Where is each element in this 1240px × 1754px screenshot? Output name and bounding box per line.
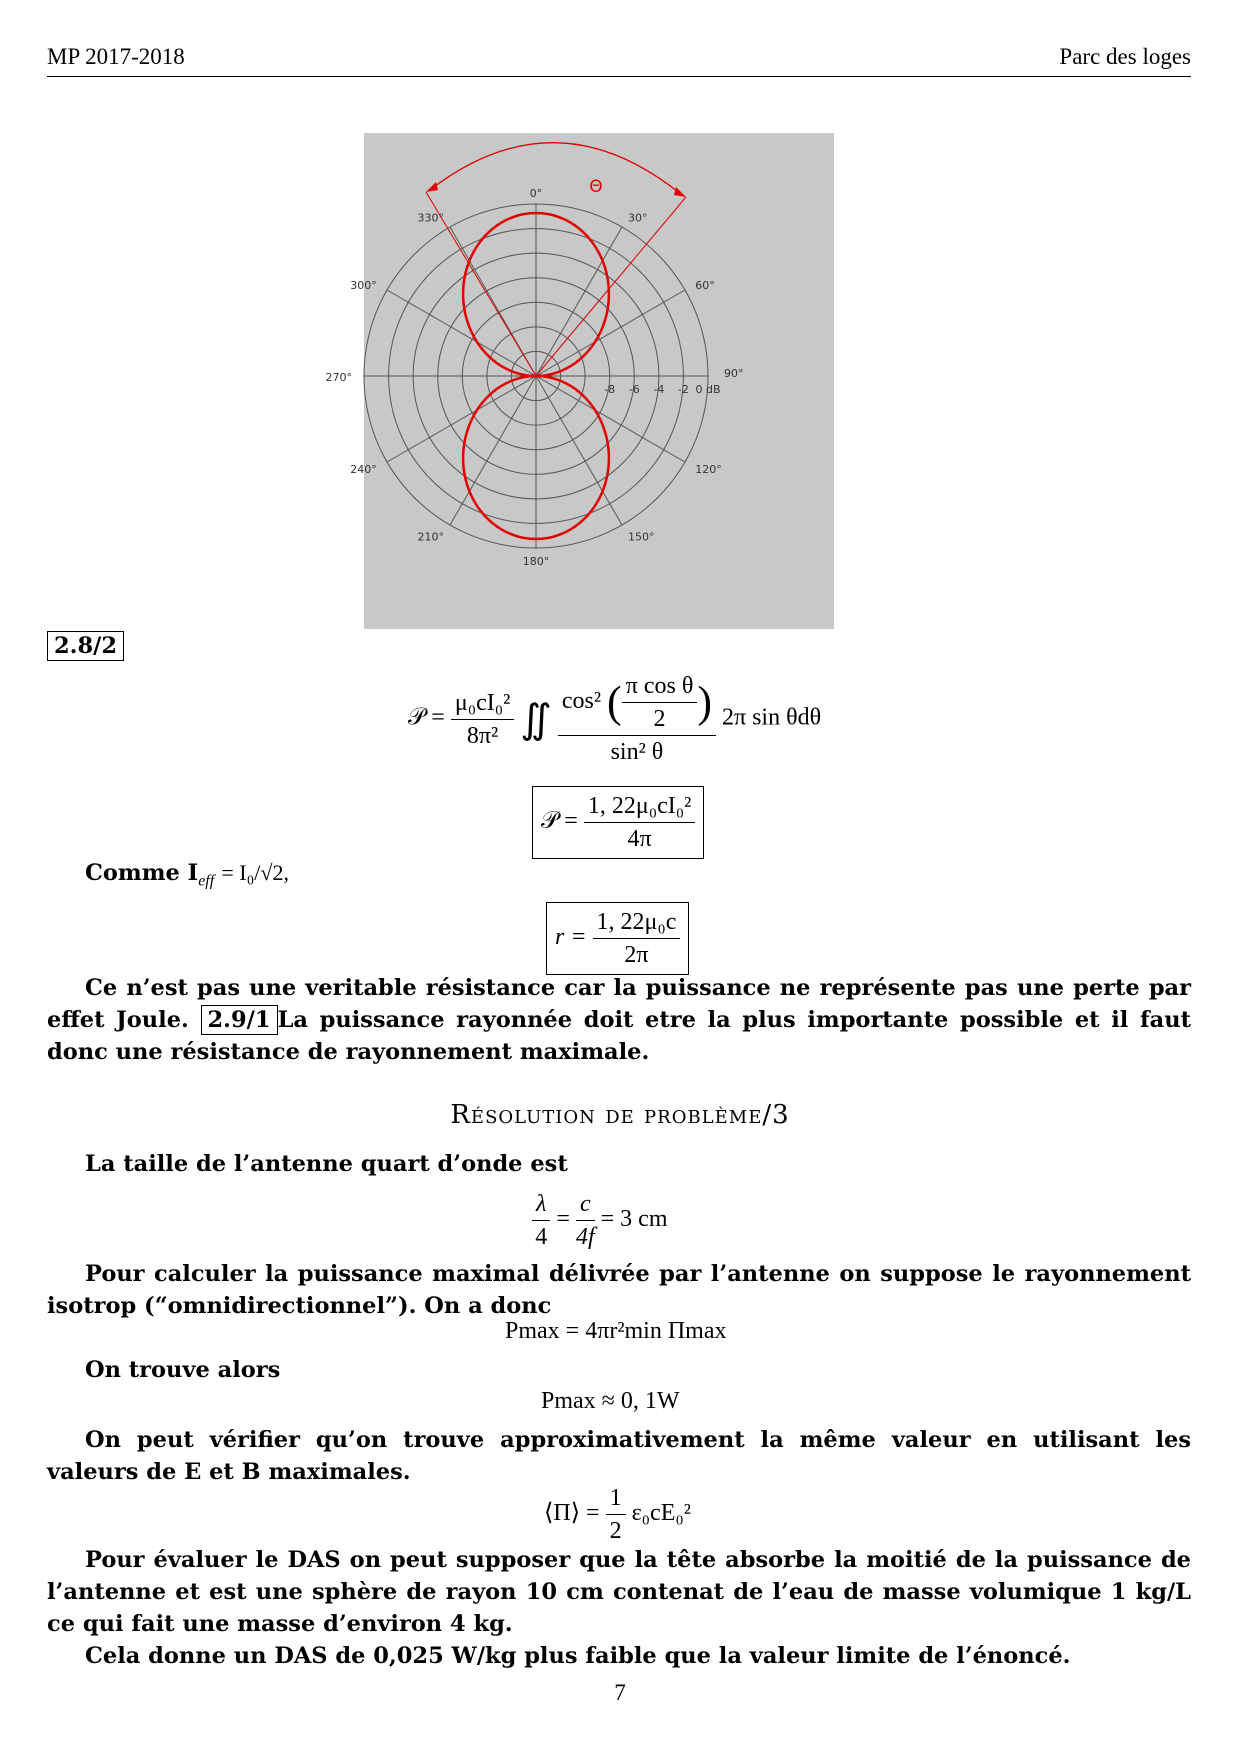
angle-label: 90° xyxy=(724,367,744,380)
paragraph-verification: On peut vérifier qu’on trouve approximativement la même valeur en utilisant les valeurs de E et B maximales. xyxy=(47,1427,1191,1485)
equation-power-result: 𝒫 = $\frac{\text{1, 22μ₀cI₀²}}{4\pi}$ xyxy=(532,786,704,859)
angle-label: 150° xyxy=(628,530,655,544)
equation-radiation-resistance: r = $\frac{\text{1, 22μ₀c}}{2\pi}$ xyxy=(546,902,689,975)
angle-label: 60° xyxy=(695,279,715,292)
section-title: Résolution de problème/3 xyxy=(450,1100,790,1130)
plot-background xyxy=(364,133,834,629)
comme-line: Comme $I_{eff} = I_0/√2$, xyxy=(85,860,289,890)
db-label: -6 xyxy=(628,383,640,396)
paragraph-antenna-size: La taille de l’antenne quart d’onde est xyxy=(85,1151,568,1177)
db-label: 0 dB xyxy=(695,383,721,396)
angle-label: 180° xyxy=(522,555,550,568)
equation-pmax-value: Pmax ≈ 0, 1W xyxy=(541,1388,680,1414)
angle-label: 300° xyxy=(350,279,377,292)
db-label: -8 xyxy=(604,383,616,396)
header-left: MP 2017-2018 xyxy=(47,44,185,69)
equation-quarter-wave: $\frac{\lambda}{4}$ = $\frac{c}{4f}$ = 3 cm xyxy=(532,1188,667,1253)
equation-poynting: ⟨Π⟩ = $\frac{1}{2}$ ε₀cE₀² xyxy=(544,1482,691,1547)
db-label: -2 xyxy=(677,383,689,396)
angle-label: 330° xyxy=(417,211,444,225)
paragraph-on-trouve: On trouve alors xyxy=(85,1357,281,1383)
angle-label: 270° xyxy=(325,371,352,384)
header-rule xyxy=(47,76,1191,77)
paragraph-das-result: Cela donne un DAS de 0,025 W/kg plus faible que la valeur limite de l’énoncé. xyxy=(85,1643,1071,1669)
double-integral: ∬ xyxy=(520,696,552,742)
angle-label: 240° xyxy=(350,463,377,476)
equation-power-integral xyxy=(408,670,821,768)
db-label: -4 xyxy=(653,383,665,396)
angle-label: 0° xyxy=(529,187,543,200)
eq1-lhs: 𝒫 = xyxy=(408,704,445,731)
paragraph-das-estimate: Pour évaluer le DAS on peut supposer que la tête absorbe la moitié de la puissance de l’antenne et est une sphère de rayon 10 cm contenat de l’eau de masse volumique 1 kg/L ce qui fait une masse d’environ 4 kg. xyxy=(47,1547,1191,1637)
header-right: Parc des loges xyxy=(1059,44,1191,69)
eq1-integrand: cos² ( $\frac{\text{π cos θ}}{2}$ ) sin² θ xyxy=(558,670,716,768)
question-label-2-9-1: 2.9/1 xyxy=(201,1005,278,1035)
equation-pmax: Pmax = 4πr²min Πmax xyxy=(505,1318,727,1344)
paragraph-max-power: Pour calculer la puissance maximal délivrée par l’antenne on suppose le rayonnement isotrop (“omnidirectionnel”). On a donc xyxy=(47,1261,1191,1319)
question-label-2-8-2: 2.8/2 xyxy=(47,631,124,661)
eq1-tail: 2π sin θdθ xyxy=(721,704,822,731)
angle-label: 30° xyxy=(628,211,648,225)
angle-label: 210° xyxy=(417,530,444,544)
page-number: 7 xyxy=(614,1680,626,1705)
eq1-prefactor: $\frac{\text{μ₀cI₀²}}{\text{8π²}}$ xyxy=(451,687,514,752)
paragraph-resistance: Ce n’est pas une veritable résistance car la puissance ne représente pas une perte par effet Joule. 2.9/1 La puissance rayonnée doit etre la plus importante possible et il faut donc une résistance de rayonnement maximale. xyxy=(47,975,1191,1065)
theta-label: Θ xyxy=(589,177,603,197)
radiation-pattern-plot xyxy=(325,133,834,629)
angle-label: 120° xyxy=(695,463,722,476)
